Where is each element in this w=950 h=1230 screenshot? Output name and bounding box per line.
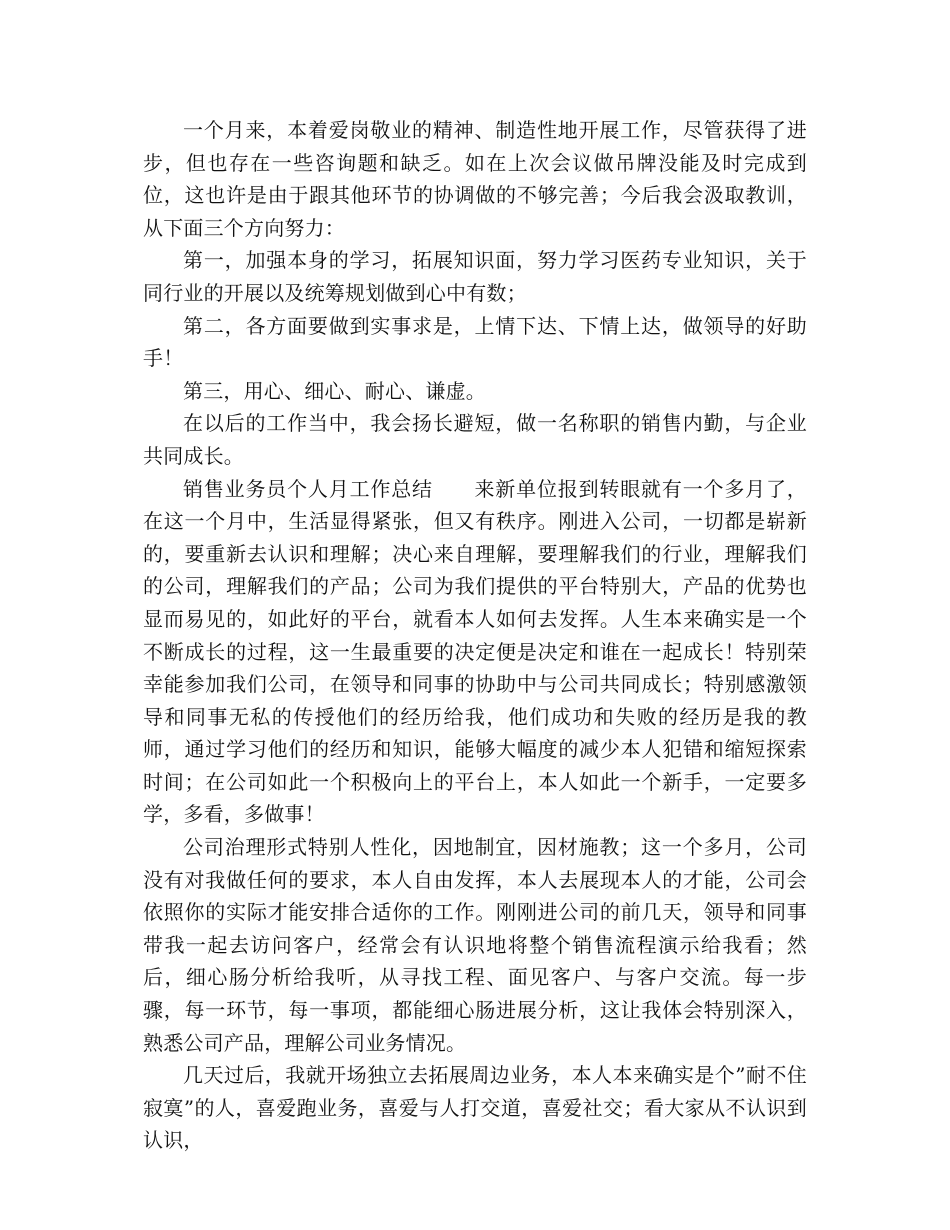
paragraph: 一个月来，本着爱岗敬业的精神、制造性地开展工作，尽管获得了进步，但也存在一些咨询题和缺乏。如在上次会议做吊牌没能及时完成到位，这也许是由于跟其他环节的协调做的不够完善；今后我会汲取教训，从下面三个方向努力： xyxy=(143,118,807,240)
paragraph: 几天过后，我就开场独立去拓展周边业务，本人本来确实是个”耐不住寂寞”的人，喜爱跑业务，喜爱与人打交道，喜爱社交；看大家从不认识到认识， xyxy=(143,1063,807,1153)
paragraph: 销售业务员个人月工作总结 来新单位报到转眼就有一个多月了，在这一个月中，生活显得紧张，但又有秩序。刚进入公司，一切都是崭新的，要重新去认识和理解；决心来自理解，要理解我们的行业，理解我们的公司，理解我们的产品；公司为我们提供的平台特别大，产品的优势也显而易见的，如此好的平台，就看本人如何去发挥。人生本来确实是一个不断成长的过程，这一生最重要的决定便是决定和谁在一起成长！特别荣幸能参加我们公司，在领导和同事的协助中与公司共同成长；特别感激领导和同事无私的传授他们的经历给我，他们成功和失败的经历是我的教师，通过学习他们的经历和知识，能够大幅度的减少本人犯错和缩短探索时间；在公司如此一个积极向上的平台上，本人如此一个新手，一定要多学，多看，多做事！ xyxy=(143,476,807,827)
paragraph: 第一，加强本身的学习，拓展知识面，努力学习医药专业知识，关于同行业的开展以及统筹规划做到心中有数； xyxy=(143,248,807,305)
paragraph: 在以后的工作当中，我会扬长避短，做一名称职的销售内勤，与企业共同成长。 xyxy=(143,411,807,468)
paragraph: 第三，用心、细心、耐心、谦虚。 xyxy=(183,378,486,403)
document-body xyxy=(143,114,807,1157)
paragraph: 第二，各方面要做到实事求是，上情下达、下情上达，做领导的好助手！ xyxy=(143,313,807,371)
paragraph: 公司治理形式特别人性化，因地制宜，因材施教；这一个多月，公司没有对我做任何的要求，本人自由发挥，本人去展现本人的才能，公司会依照你的实际才能安排合适你的工作。刚刚进公司的前几天，领导和同事带我一起去访问客户，经常会有认识地将整个销售流程演示给我看；然后，细心肠分析给我听，从寻找工程、面见客户、与客户交流。每一步骤，每一环节，每一事项，都能细心肠进展分析，这让我体会特别深入，熟悉公司产品，理解公司业务情况。 xyxy=(143,835,807,1055)
